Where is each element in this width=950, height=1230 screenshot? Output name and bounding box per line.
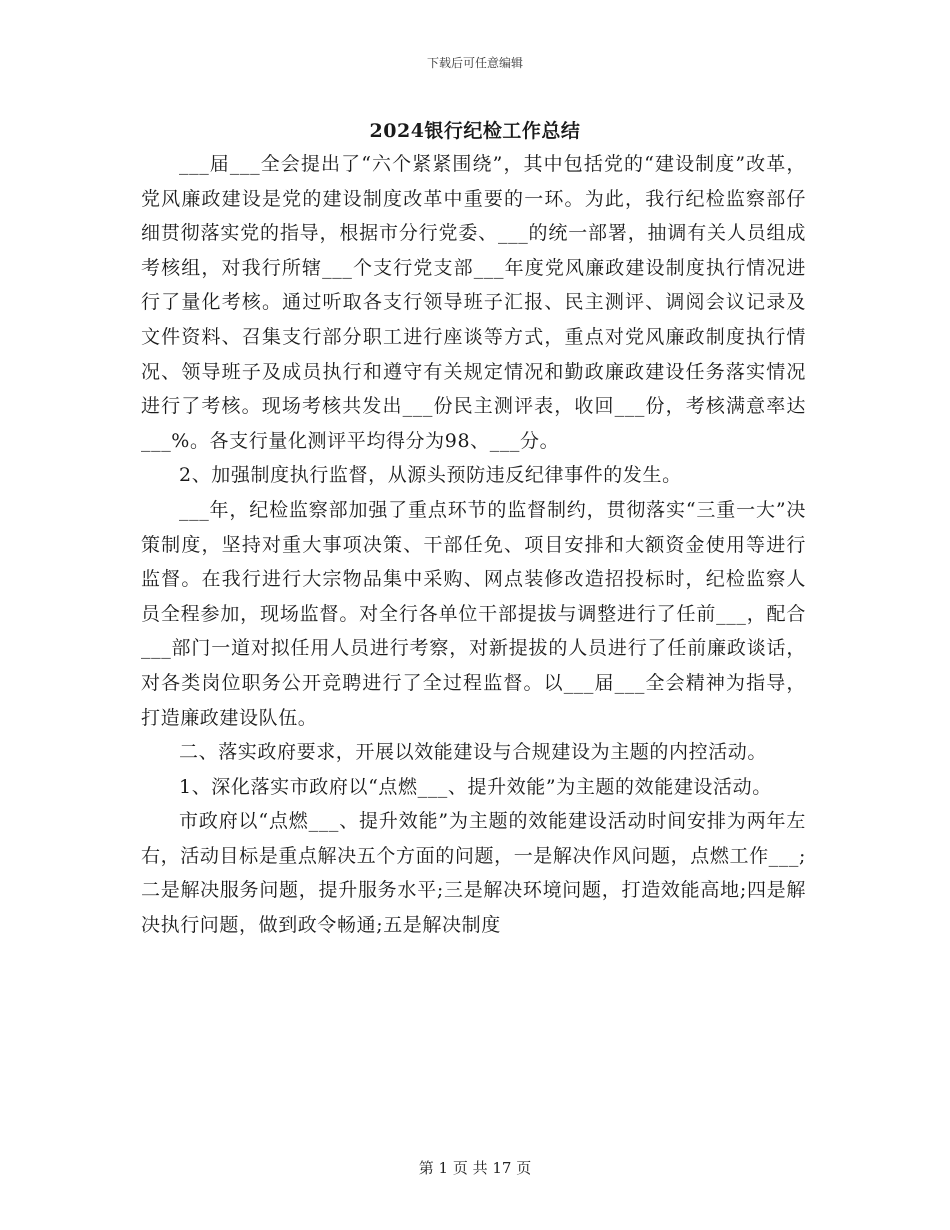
header-note: 下载后可任意编辑 — [426, 56, 523, 70]
page-number: 第 1 页 共 17 页 — [418, 1159, 532, 1177]
paragraph: 1、深化落实市政府以“点燃___、提升效能”为主题的效能建设活动。 — [179, 775, 772, 798]
document-title: 2024银行纪检工作总结 — [369, 120, 581, 142]
paragraph: ___年，纪检监察部加强了重点环节的监督制约，贯彻落实“三重一大”决策制度，坚持对重大事项决策、干部任免、项目安排和大额资金使用等进行监督。在我行进行大宗物品集中采购、网点装修改造招投标时，纪检监察人员全程参加，现场监督。对全行各单位干部提拔与调整进行了任前___，配合___部门一道对拟任用人员进行考察，对新提拔的人员进行了任前廉政谈话，对各类岗位职务公开竞聘进行了全过程监督。以___届___全会精神为指导，打造廉政建设队伍。 — [141, 498, 806, 729]
paragraph: 市政府以“点燃___、提升效能”为主题的效能建设活动时间安排为两年左右，活动目标是重点解决五个方面的问题，一是解决作风问题，点燃工作___;二是解决服务问题，提升服务水平;三是解决环境问题，打造效能高地;四是解决执行问题，做到政令畅通;五是解决制度 — [141, 810, 806, 937]
paragraph: 2、加强制度执行监督，从源头预防违反纪律事件的发生。 — [179, 464, 682, 487]
paragraph: ___届___全会提出了“六个紧紧围绕”，其中包括党的“建设制度”改革，党风廉政建设是党的建设制度改革中重要的一环。为此，我行纪检监察部仔细贯彻落实党的指导，根据市分行党委、___的统一部署，抽调有关人员组成考核组，对我行所辖___个支行党支部___年度党风廉政建设制度执行情况进行了量化考核。通过听取各支行领导班子汇报、民主测评、调阅会议记录及文件资料、召集支行部分职工进行座谈等方式，重点对党风廉政制度执行情况、领导班子及成员执行和遵守有关规定情况和勤政廉政建设任务落实情况进行了考核。现场考核共发出___份民主测评表，收回___份，考核满意率达___%。各支行量化测评平均得分为98、___分。 — [141, 153, 806, 452]
paragraph: 二、落实政府要求，开展以效能建设与合规建设为主题的内控活动。 — [179, 741, 768, 764]
document-body — [141, 147, 806, 943]
